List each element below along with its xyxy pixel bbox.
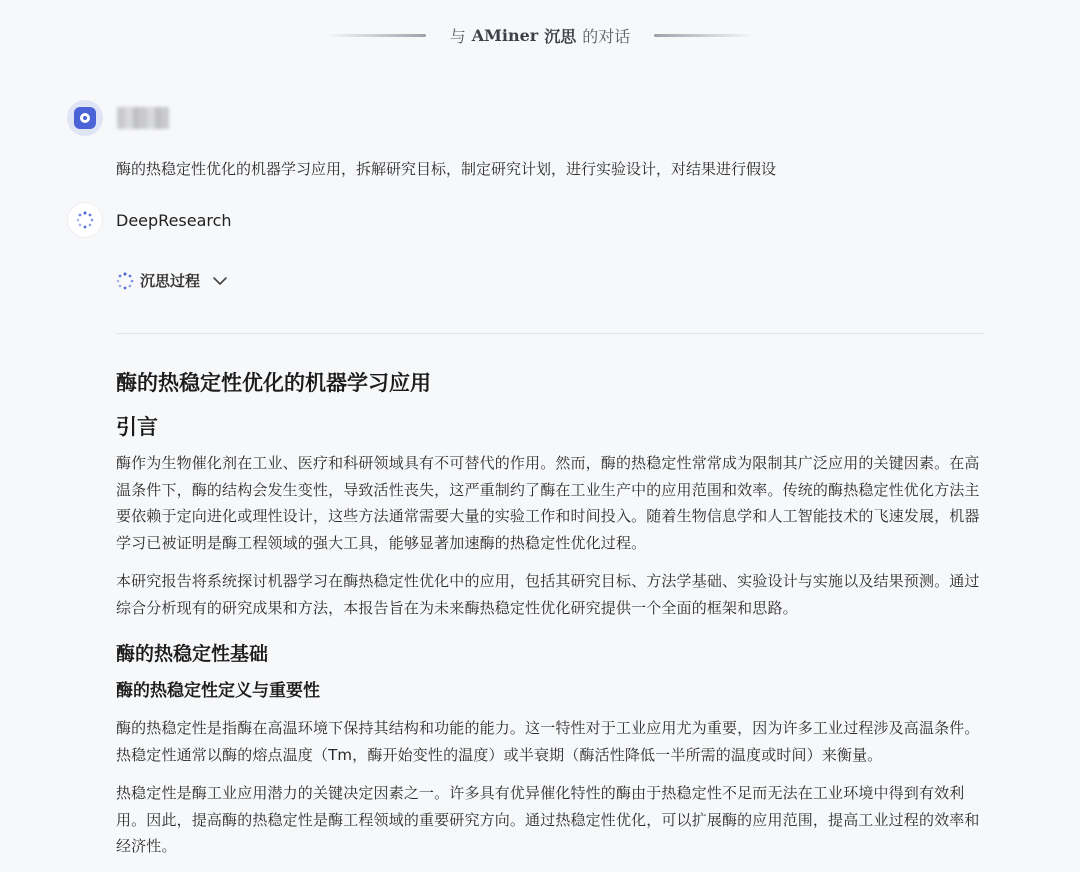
report-title: 酶的热稳定性优化的机器学习应用 xyxy=(116,371,431,395)
section-heading: 酶的热稳定性基础 xyxy=(116,643,269,665)
conversation-title xyxy=(450,24,631,47)
spinner-icon xyxy=(76,211,94,229)
header-prefix: 与 xyxy=(449,26,466,46)
header-mode: 沉思 xyxy=(544,26,577,46)
user-message-header xyxy=(67,100,169,136)
content-divider xyxy=(116,333,984,334)
thinking-process-toggle[interactable] xyxy=(116,270,230,291)
thinking-process-label: 沉思过程 xyxy=(140,272,201,290)
intro-paragraph-1: 酶作为生物催化剂在工业、医疗和科研领域具有不可替代的作用。然而，酶的热稳定性常常成为限制其广泛应用的关键因素。在高温条件下，酶的结构会发生变性，导致活性丧失，这严重制约了酶在工业生产中的应用范围和效率。传统的酶热稳定性优化方法主要依赖于定向进化或理性设计，这些方法通常需要大量的实验工作和时间投入。随着生物信息学和人工智能技术的飞速发展，机器学习已被证明是酶工程领域的强大工具，能够显著加速酶的热稳定性优化过程。 xyxy=(116,454,980,552)
assistant-message-header xyxy=(67,202,232,238)
header-brand: AMiner xyxy=(471,25,539,45)
subsection-paragraph-1: 酶的热稳定性是指酶在高温环境下保持其结构和功能的能力。这一特性对于工业应用尤为重要，因为许多工业过程涉及高温条件。热稳定性通常以酶的熔点温度（Tm，酶开始变性的温度）或半衰期（酶活性降低一半所需的温度或时间）来衡量。 xyxy=(116,719,980,764)
user-message-text: 酶的热稳定性优化的机器学习应用，拆解研究目标，制定研究计划，进行实验设计，对结果进行假设 xyxy=(116,160,777,178)
user-avatar xyxy=(67,100,103,136)
chevron-down-icon xyxy=(210,271,230,291)
conversation-header xyxy=(0,20,1080,50)
subsection-paragraph-2: 热稳定性是酶工业应用潜力的关键决定因素之一。许多具有优异催化特性的酶由于热稳定性不足而无法在工业环境中得到有效利用。因此，提高酶的热稳定性是酶工程领域的重要研究方向。通过热稳定性优化，可以扩展酶的应用范围，提高工业过程的效率和经济性。 xyxy=(116,784,980,855)
intro-heading: 引言 xyxy=(116,415,158,439)
report-content xyxy=(116,366,992,872)
header-suffix: 的对话 xyxy=(582,26,631,46)
intro-paragraph-2: 本研究报告将系统探讨机器学习在酶热稳定性优化中的应用，包括其研究目标、方法学基础、实验设计与实施以及结果预测。通过综合分析现有的研究成果和方法，本报告旨在为未来酶热稳定性优化研究提供一个全面的框架和思路。 xyxy=(116,572,980,617)
assistant-name: DeepResearch xyxy=(116,210,232,230)
aminer-logo-icon xyxy=(74,107,96,129)
spinner-icon xyxy=(116,272,134,290)
assistant-avatar xyxy=(67,202,103,238)
subsection-heading: 酶的热稳定性定义与重要性 xyxy=(116,681,320,701)
username-redacted xyxy=(117,107,169,129)
header-divider-right xyxy=(654,34,754,37)
header-divider-left xyxy=(326,34,426,37)
